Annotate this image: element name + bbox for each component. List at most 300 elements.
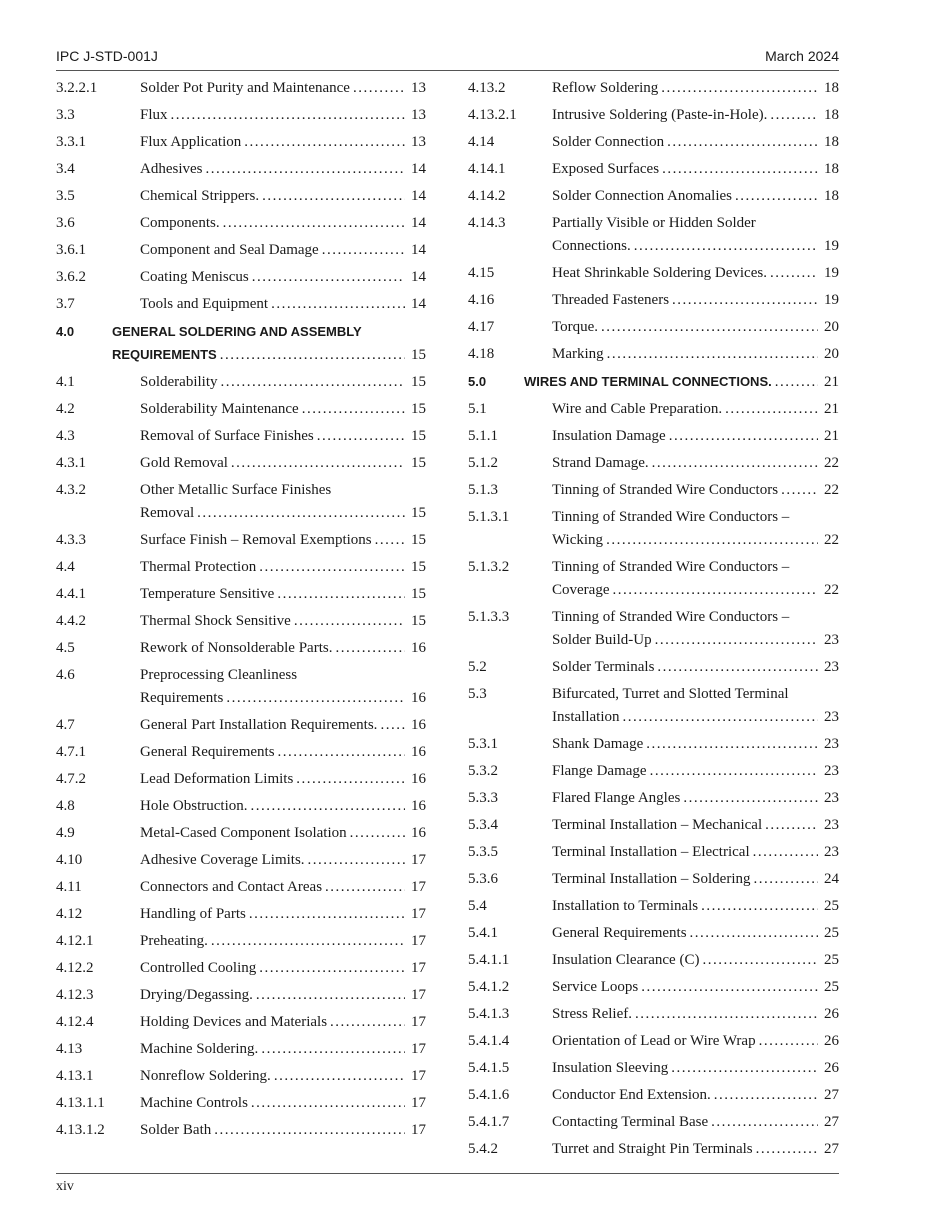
dot-leader bbox=[322, 241, 405, 260]
page-ref[interactable]: 19 bbox=[824, 265, 839, 281]
page-ref[interactable]: 23 bbox=[824, 844, 839, 860]
toc-entry[interactable] bbox=[468, 608, 839, 650]
section-title: Tinning of Stranded Wire Conductors – bbox=[552, 509, 790, 525]
dot-leader bbox=[296, 770, 405, 789]
page-ref[interactable]: 27 bbox=[824, 1114, 839, 1130]
page-ref[interactable]: 16 bbox=[411, 798, 426, 814]
page-ref[interactable]: 16 bbox=[411, 744, 426, 760]
toc-entry[interactable] bbox=[56, 79, 426, 98]
toc-entry[interactable] bbox=[468, 1086, 839, 1105]
page-ref[interactable]: 23 bbox=[824, 817, 839, 833]
page-ref[interactable]: 18 bbox=[824, 188, 839, 204]
section-title: Torque. bbox=[552, 319, 599, 335]
dot-leader bbox=[623, 708, 819, 727]
toc-entry[interactable] bbox=[56, 797, 426, 816]
page-ref[interactable]: 26 bbox=[824, 1033, 839, 1049]
section-number: 5.4.1.1 bbox=[468, 952, 510, 968]
page-ref[interactable]: 18 bbox=[824, 134, 839, 150]
page-ref[interactable]: 17 bbox=[411, 960, 426, 976]
section-title: Thermal Protection bbox=[140, 559, 257, 575]
section-number: 5.1.1 bbox=[468, 428, 498, 444]
page-ref[interactable]: 24 bbox=[824, 871, 839, 887]
section-number: 5.3.4 bbox=[468, 817, 498, 833]
section-title: Metal-Cased Component Isolation bbox=[140, 825, 347, 841]
toc-entry[interactable] bbox=[468, 160, 839, 179]
section-number: 5.4.1.5 bbox=[468, 1060, 510, 1076]
toc-entry[interactable] bbox=[468, 427, 839, 446]
dot-leader bbox=[641, 978, 818, 997]
dot-leader bbox=[221, 373, 406, 392]
section-number: 4.11 bbox=[56, 879, 82, 895]
section-title: Handling of Parts bbox=[140, 906, 246, 922]
section-number: 5.3.1 bbox=[468, 736, 498, 752]
page-ref[interactable]: 23 bbox=[824, 736, 839, 752]
toc-entry[interactable] bbox=[56, 373, 426, 392]
page-ref[interactable]: 27 bbox=[824, 1141, 839, 1157]
page-ref[interactable]: 18 bbox=[824, 80, 839, 96]
dot-leader bbox=[661, 79, 818, 98]
page-ref[interactable]: 14 bbox=[411, 296, 426, 312]
toc-entry[interactable] bbox=[56, 1013, 426, 1032]
page-ref[interactable]: 17 bbox=[411, 1068, 426, 1084]
toc-entry[interactable] bbox=[468, 897, 839, 916]
toc-entry[interactable] bbox=[468, 291, 839, 310]
section-title: Solder Pot Purity and Maintenance bbox=[140, 80, 350, 96]
section-number: 4.3.3 bbox=[56, 532, 86, 548]
page-ref[interactable]: 16 bbox=[411, 771, 426, 787]
section-title: Holding Devices and Materials bbox=[140, 1014, 328, 1030]
dot-leader bbox=[612, 581, 818, 600]
section-title: Intrusive Soldering (Paste-in-Hole). bbox=[552, 107, 768, 123]
section-title: Stress Relief. bbox=[552, 1006, 632, 1022]
dot-leader bbox=[277, 585, 405, 604]
section-title: Solder Connection Anomalies bbox=[552, 188, 732, 204]
page-ref[interactable]: 19 bbox=[824, 292, 839, 308]
section-number: 4.1 bbox=[56, 374, 75, 390]
page-ref[interactable]: 14 bbox=[411, 215, 426, 231]
page-ref[interactable]: 21 bbox=[824, 428, 839, 444]
toc-entry[interactable] bbox=[56, 1040, 426, 1059]
section-title: Hole Obstruction. bbox=[140, 798, 248, 814]
page-ref[interactable]: 13 bbox=[411, 107, 426, 123]
dot-leader bbox=[325, 878, 405, 897]
section-title: Coating Meniscus bbox=[140, 269, 249, 285]
toc-entry[interactable] bbox=[56, 133, 426, 152]
toc-entry[interactable] bbox=[468, 1140, 839, 1159]
dot-leader bbox=[250, 797, 405, 816]
toc-entry[interactable] bbox=[468, 481, 839, 500]
section-number: 4.3.2 bbox=[56, 482, 86, 498]
dot-leader bbox=[601, 318, 818, 337]
page-ref[interactable]: 20 bbox=[824, 346, 839, 362]
section-title: Solder Terminals bbox=[552, 659, 655, 675]
page-ref[interactable]: 15 bbox=[411, 428, 426, 444]
toc-entry[interactable] bbox=[56, 932, 426, 951]
page-ref[interactable]: 22 bbox=[824, 532, 839, 548]
section-number: 5.2 bbox=[468, 659, 487, 675]
page-ref[interactable]: 15 bbox=[411, 505, 426, 521]
section-number: 5.3.5 bbox=[468, 844, 498, 860]
page-ref[interactable]: 23 bbox=[824, 632, 839, 648]
toc-entry[interactable] bbox=[468, 187, 839, 206]
section-number: 3.6.2 bbox=[56, 269, 86, 285]
page-ref[interactable]: 16 bbox=[411, 690, 426, 706]
page-ref[interactable]: 14 bbox=[411, 188, 426, 204]
dot-leader bbox=[259, 558, 405, 577]
toc-entry[interactable] bbox=[468, 558, 839, 600]
toc-entry[interactable] bbox=[468, 816, 839, 835]
page-ref[interactable]: 15 bbox=[411, 455, 426, 471]
toc-entry[interactable] bbox=[56, 558, 426, 577]
section-title: Adhesives bbox=[140, 161, 203, 177]
toc-entry[interactable] bbox=[56, 268, 426, 287]
page-ref[interactable]: 23 bbox=[824, 659, 839, 675]
toc-entry[interactable] bbox=[468, 454, 839, 473]
dot-leader bbox=[650, 762, 818, 781]
dot-leader bbox=[735, 187, 818, 206]
toc-entry[interactable] bbox=[56, 905, 426, 924]
section-number: 3.5 bbox=[56, 188, 75, 204]
section-number: 5.4.2 bbox=[468, 1141, 498, 1157]
toc-entry[interactable] bbox=[56, 851, 426, 870]
page-number: xiv bbox=[56, 1179, 74, 1194]
section-number: 4.3.1 bbox=[56, 455, 86, 471]
toc-entry[interactable] bbox=[468, 685, 839, 727]
dot-leader bbox=[261, 1040, 405, 1059]
section-title: Installation bbox=[552, 709, 620, 725]
dot-leader bbox=[781, 481, 818, 500]
toc-entry[interactable] bbox=[56, 716, 426, 735]
toc-entry[interactable] bbox=[56, 959, 426, 978]
dot-leader bbox=[380, 716, 405, 735]
toc-entry[interactable] bbox=[468, 1059, 839, 1078]
dot-leader bbox=[702, 951, 818, 970]
section-title: Contacting Terminal Base bbox=[552, 1114, 709, 1130]
dot-leader bbox=[214, 1121, 405, 1140]
toc-entry[interactable] bbox=[56, 1121, 426, 1140]
toc-entry[interactable] bbox=[468, 1032, 839, 1051]
section-number: 3.6.1 bbox=[56, 242, 86, 258]
section-title: Service Loops bbox=[552, 979, 639, 995]
dot-leader bbox=[635, 1005, 818, 1024]
section-title: Requirements bbox=[140, 690, 224, 706]
toc-entry[interactable] bbox=[56, 322, 426, 365]
page-ref[interactable]: 17 bbox=[411, 906, 426, 922]
toc-entry[interactable] bbox=[468, 133, 839, 152]
section-title: Machine Soldering. bbox=[140, 1041, 259, 1057]
page-ref[interactable]: 14 bbox=[411, 269, 426, 285]
toc-entry[interactable] bbox=[468, 1113, 839, 1132]
page-ref[interactable]: 22 bbox=[824, 455, 839, 471]
section-title: Flux bbox=[140, 107, 168, 123]
section-title: General Requirements bbox=[140, 744, 275, 760]
section-number: 5.4.1.6 bbox=[468, 1087, 510, 1103]
section-number: 5.1 bbox=[468, 401, 487, 417]
section-title: Reflow Soldering bbox=[552, 80, 659, 96]
section-title: Coverage bbox=[552, 582, 610, 598]
toc-entry[interactable] bbox=[468, 79, 839, 98]
section-number: 4.12.4 bbox=[56, 1014, 94, 1030]
section-number: 4.12.3 bbox=[56, 987, 94, 1003]
dot-leader bbox=[308, 851, 405, 870]
section-title: Tinning of Stranded Wire Conductors bbox=[552, 482, 779, 498]
page-ref[interactable]: 18 bbox=[824, 107, 839, 123]
toc-entry[interactable] bbox=[56, 214, 426, 233]
toc-entry[interactable] bbox=[56, 770, 426, 789]
section-number: 4.12.2 bbox=[56, 960, 94, 976]
page-ref[interactable]: 18 bbox=[824, 161, 839, 177]
dot-leader bbox=[671, 1059, 818, 1078]
page-ref[interactable]: 26 bbox=[824, 1006, 839, 1022]
section-number: 5.3.2 bbox=[468, 763, 498, 779]
section-title: REQUIREMENTS bbox=[112, 347, 217, 362]
section-number: 4.4 bbox=[56, 559, 75, 575]
section-title: Solder Build-Up bbox=[552, 632, 652, 648]
section-title: Installation to Terminals bbox=[552, 898, 699, 914]
section-title: Component and Seal Damage bbox=[140, 242, 319, 258]
page-ref[interactable]: 22 bbox=[824, 582, 839, 598]
page-ref[interactable]: 15 bbox=[411, 374, 426, 390]
toc-entry[interactable] bbox=[468, 658, 839, 677]
toc-entry[interactable] bbox=[56, 986, 426, 1005]
toc-entry[interactable] bbox=[468, 318, 839, 337]
section-title: Threaded Fasteners bbox=[552, 292, 670, 308]
toc-entry[interactable] bbox=[56, 481, 426, 523]
section-number: 4.4.2 bbox=[56, 613, 86, 629]
page-ref[interactable]: 23 bbox=[824, 790, 839, 806]
section-title: Tinning of Stranded Wire Conductors – bbox=[552, 559, 790, 575]
toc-entry[interactable] bbox=[56, 295, 426, 314]
dot-leader bbox=[672, 291, 818, 310]
toc-entry[interactable] bbox=[56, 106, 426, 125]
section-title: Controlled Cooling bbox=[140, 960, 257, 976]
dot-leader bbox=[251, 1094, 405, 1113]
page-ref[interactable]: 15 bbox=[411, 559, 426, 575]
section-title: Tools and Equipment bbox=[140, 296, 269, 312]
dot-leader bbox=[226, 689, 405, 708]
dot-leader bbox=[756, 1140, 818, 1159]
page-ref[interactable]: 14 bbox=[411, 242, 426, 258]
section-number: 5.3 bbox=[468, 686, 487, 702]
toc-entry[interactable] bbox=[468, 400, 839, 419]
page-ref[interactable]: 17 bbox=[411, 1095, 426, 1111]
toc-entry[interactable] bbox=[56, 878, 426, 897]
toc-entry[interactable] bbox=[56, 1067, 426, 1086]
section-number: 4.18 bbox=[468, 346, 495, 362]
dot-leader bbox=[634, 237, 818, 256]
page-ref[interactable]: 21 bbox=[824, 374, 839, 390]
page-ref[interactable]: 27 bbox=[824, 1087, 839, 1103]
toc-entry[interactable] bbox=[56, 427, 426, 446]
page-ref[interactable]: 16 bbox=[411, 825, 426, 841]
section-number: 4.0 bbox=[56, 324, 75, 339]
section-title: Turret and Straight Pin Terminals bbox=[552, 1141, 753, 1157]
dot-leader bbox=[223, 214, 405, 233]
toc-entry[interactable] bbox=[468, 924, 839, 943]
section-title: Insulation Sleeving bbox=[552, 1060, 669, 1076]
page-ref[interactable]: 21 bbox=[824, 401, 839, 417]
page-ref[interactable]: 17 bbox=[411, 1041, 426, 1057]
toc-entry[interactable] bbox=[468, 789, 839, 808]
dot-leader bbox=[754, 870, 819, 889]
section-title: Solderability bbox=[140, 374, 218, 390]
page-ref[interactable]: 25 bbox=[824, 925, 839, 941]
dot-leader bbox=[725, 400, 818, 419]
toc-entry[interactable] bbox=[56, 1094, 426, 1113]
page-ref[interactable]: 19 bbox=[824, 238, 839, 254]
dot-leader bbox=[271, 295, 405, 314]
page-ref[interactable]: 17 bbox=[411, 1014, 426, 1030]
section-number: 4.12.1 bbox=[56, 933, 94, 949]
section-title: Orientation of Lead or Wire Wrap bbox=[552, 1033, 756, 1049]
section-title: Preheating. bbox=[140, 933, 208, 949]
toc-entry[interactable] bbox=[468, 264, 839, 283]
page-ref[interactable]: 26 bbox=[824, 1060, 839, 1076]
section-title: Exposed Surfaces bbox=[552, 161, 660, 177]
toc-entry[interactable] bbox=[468, 870, 839, 889]
dot-leader bbox=[294, 612, 405, 631]
dot-leader bbox=[753, 843, 818, 862]
page-ref[interactable]: 20 bbox=[824, 319, 839, 335]
page-ref[interactable]: 23 bbox=[824, 763, 839, 779]
toc-entry[interactable] bbox=[468, 214, 839, 256]
section-title: Strand Damage. bbox=[552, 455, 649, 471]
dot-leader bbox=[765, 816, 818, 835]
dot-leader bbox=[249, 905, 405, 924]
section-title: Solder Connection bbox=[552, 134, 665, 150]
page-ref[interactable]: 25 bbox=[824, 952, 839, 968]
page-ref[interactable]: 15 bbox=[411, 347, 426, 363]
section-number: 5.1.3 bbox=[468, 482, 498, 498]
section-number: 4.8 bbox=[56, 798, 75, 814]
dot-leader bbox=[657, 658, 818, 677]
toc-entry[interactable] bbox=[468, 735, 839, 754]
page-ref[interactable]: 17 bbox=[411, 879, 426, 895]
dot-leader bbox=[775, 373, 818, 392]
page-ref[interactable]: 22 bbox=[824, 482, 839, 498]
toc-entry[interactable] bbox=[468, 1005, 839, 1024]
section-title: Tinning of Stranded Wire Conductors – bbox=[552, 609, 790, 625]
toc-entry[interactable] bbox=[56, 612, 426, 631]
toc-entry[interactable] bbox=[56, 400, 426, 419]
section-number: 4.7.2 bbox=[56, 771, 86, 787]
dot-leader bbox=[244, 133, 405, 152]
dot-leader bbox=[350, 824, 405, 843]
page-ref[interactable]: 17 bbox=[411, 933, 426, 949]
dot-leader bbox=[220, 346, 405, 365]
section-title: Flared Flange Angles bbox=[552, 790, 681, 806]
dot-leader bbox=[262, 187, 405, 206]
page-ref[interactable]: 16 bbox=[411, 717, 426, 733]
page-ref[interactable]: 25 bbox=[824, 979, 839, 995]
dot-leader bbox=[330, 1013, 405, 1032]
page-ref[interactable]: 15 bbox=[411, 532, 426, 548]
toc-entry[interactable] bbox=[468, 372, 839, 392]
toc-entry[interactable] bbox=[56, 241, 426, 260]
section-number: 5.1.3.1 bbox=[468, 509, 510, 525]
page-ref[interactable]: 13 bbox=[411, 80, 426, 96]
section-number: 5.3.3 bbox=[468, 790, 498, 806]
document-date: March 2024 bbox=[765, 48, 839, 64]
section-number: 4.14.1 bbox=[468, 161, 506, 177]
toc-entry[interactable] bbox=[468, 345, 839, 364]
section-number: 4.7 bbox=[56, 717, 75, 733]
section-title: Heat Shrinkable Soldering Devices. bbox=[552, 265, 767, 281]
dot-leader bbox=[606, 531, 818, 550]
page-ref[interactable]: 14 bbox=[411, 161, 426, 177]
toc-entry[interactable] bbox=[468, 106, 839, 125]
dot-leader bbox=[231, 454, 405, 473]
page-ref[interactable]: 23 bbox=[824, 709, 839, 725]
page-ref[interactable]: 17 bbox=[411, 987, 426, 1003]
page-ref[interactable]: 17 bbox=[411, 852, 426, 868]
dot-leader bbox=[256, 986, 405, 1005]
section-title: Connectors and Contact Areas bbox=[140, 879, 323, 895]
document-id: IPC J-STD-001J bbox=[56, 48, 158, 64]
toc-entry[interactable] bbox=[468, 762, 839, 781]
section-title: Other Metallic Surface Finishes bbox=[140, 482, 332, 498]
section-number: 4.14.3 bbox=[468, 215, 506, 231]
toc-entry[interactable] bbox=[56, 824, 426, 843]
page-ref[interactable]: 17 bbox=[411, 1122, 426, 1138]
section-number: 4.16 bbox=[468, 292, 495, 308]
toc-entry[interactable] bbox=[56, 666, 426, 708]
toc-entry[interactable] bbox=[56, 187, 426, 206]
section-title: Terminal Installation – Electrical bbox=[552, 844, 750, 860]
dot-leader bbox=[302, 400, 405, 419]
section-title: Machine Controls bbox=[140, 1095, 248, 1111]
section-number: 5.4 bbox=[468, 898, 487, 914]
toc-entry[interactable] bbox=[56, 585, 426, 604]
dot-leader bbox=[701, 897, 818, 916]
section-title: Gold Removal bbox=[140, 455, 228, 471]
page-ref[interactable]: 15 bbox=[411, 613, 426, 629]
toc-entry[interactable] bbox=[56, 531, 426, 550]
toc-entry[interactable] bbox=[56, 743, 426, 762]
toc-entry[interactable] bbox=[468, 843, 839, 862]
page-ref[interactable]: 25 bbox=[824, 898, 839, 914]
section-number: 3.2.2.1 bbox=[56, 80, 98, 96]
section-title: Chemical Strippers. bbox=[140, 188, 260, 204]
toc-entry[interactable] bbox=[468, 978, 839, 997]
page-ref[interactable]: 16 bbox=[411, 640, 426, 656]
dot-leader bbox=[259, 959, 405, 978]
section-number: 4.3 bbox=[56, 428, 75, 444]
section-title: Wicking bbox=[552, 532, 604, 548]
section-number: 5.1.2 bbox=[468, 455, 498, 471]
section-number: 4.13.2.1 bbox=[468, 107, 517, 123]
section-title: Conductor End Extension. bbox=[552, 1087, 711, 1103]
toc-entry[interactable] bbox=[468, 508, 839, 550]
toc-entry[interactable] bbox=[56, 639, 426, 658]
toc-entry[interactable] bbox=[56, 454, 426, 473]
section-title: Insulation Damage bbox=[552, 428, 666, 444]
dot-leader bbox=[667, 133, 818, 152]
toc-entry[interactable] bbox=[468, 951, 839, 970]
dot-leader bbox=[655, 631, 818, 650]
section-number: 4.15 bbox=[468, 265, 495, 281]
page-ref[interactable]: 15 bbox=[411, 586, 426, 602]
page-ref[interactable]: 13 bbox=[411, 134, 426, 150]
section-number: 3.4 bbox=[56, 161, 75, 177]
section-number: 4.17 bbox=[468, 319, 495, 335]
page-ref[interactable]: 15 bbox=[411, 401, 426, 417]
dot-leader bbox=[375, 531, 405, 550]
section-title: Temperature Sensitive bbox=[140, 586, 275, 602]
section-number: 4.5 bbox=[56, 640, 75, 656]
toc-entry[interactable] bbox=[56, 160, 426, 179]
section-title: Components. bbox=[140, 215, 220, 231]
